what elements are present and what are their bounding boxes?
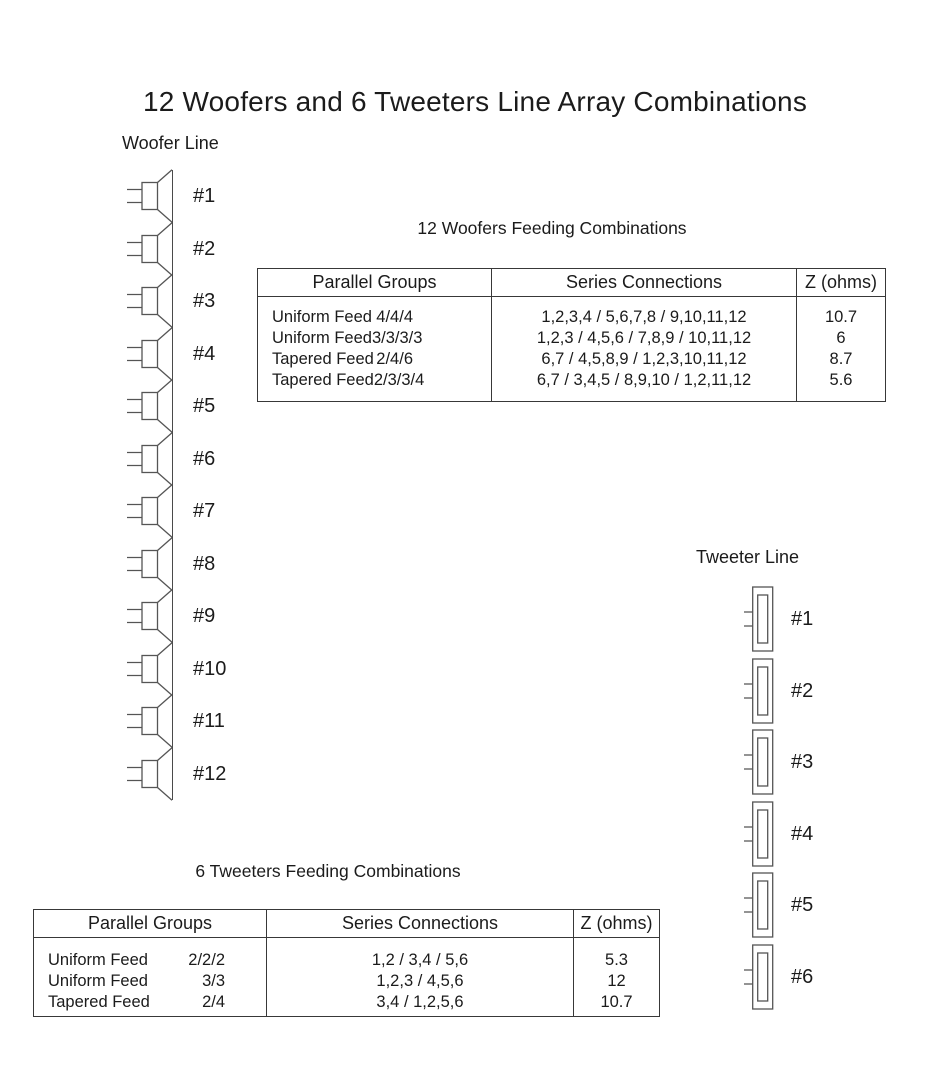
parallel-group-row: [258, 328, 491, 349]
group-split: 2/3/3/4: [373, 370, 425, 389]
woofer-line-label: Woofer Line: [122, 133, 219, 153]
woofer-label: #12: [193, 762, 227, 785]
tweeter-label: #2: [791, 679, 814, 702]
tweeter-speaker-icon: [743, 585, 774, 653]
impedance-value: 10.7: [600, 993, 633, 1011]
woofer-label: #3: [193, 290, 216, 312]
group-split: 4/4/4: [376, 307, 413, 326]
header-series-connections: Series Connections: [491, 269, 796, 296]
woofer-speaker-icon: [126, 379, 173, 433]
tweeter-table: [33, 909, 660, 1017]
feed-type: Uniform Feed: [272, 307, 372, 326]
woofer-speaker-icon: [126, 747, 173, 801]
parallel-group-row: [258, 307, 491, 328]
header-parallel-groups: Parallel Groups: [312, 272, 437, 292]
woofer-label: #8: [193, 552, 216, 575]
feed-type: Tapered Feed: [48, 993, 150, 1011]
woofer-label: #10: [193, 657, 227, 680]
group-split: 3/3: [202, 972, 225, 990]
parallel-group-row: [34, 950, 266, 971]
tweeter-impedance-column: [573, 938, 659, 1016]
series-connections-value: 1,2 / 3,4 / 5,6: [371, 951, 469, 969]
feed-type: Uniform Feed: [48, 951, 148, 969]
tweeter-speaker-icon: [743, 728, 774, 796]
series-connections-value: 1,2,3 / 4,5,6 / 7,8,9 / 10,11,12: [536, 328, 752, 347]
parallel-group-row: [34, 992, 266, 1013]
tweeter-speaker-icon: [743, 871, 774, 939]
woofer-speaker-icon: [126, 327, 173, 381]
feed-type: Tapered Feed: [272, 370, 374, 389]
woofer-speaker-icon: [126, 537, 173, 591]
woofer-label: #11: [193, 710, 225, 732]
woofer-table-body: [258, 297, 885, 401]
parallel-group-row: [258, 349, 491, 370]
woofer-label: #5: [193, 395, 216, 417]
woofer-speaker-icon: [126, 694, 173, 748]
woofer-label: #7: [193, 500, 216, 522]
tweeter-line-label: Tweeter Line: [696, 547, 800, 567]
impedance-value: 12: [607, 972, 626, 990]
header-z-ohms: Z (ohms): [573, 910, 659, 937]
woofer-impedance-column: [796, 297, 885, 401]
tweeter-parallel-groups-column: [34, 938, 266, 1016]
tweeter-table-title: 6 Tweeters Feeding Combinations: [195, 861, 461, 881]
tweeter-series-column: [266, 938, 573, 1016]
impedance-value: 8.7: [829, 349, 853, 368]
woofer-speaker-icon: [126, 484, 173, 538]
tweeter-label: #1: [791, 608, 814, 630]
woofer-speaker-icon: [126, 222, 173, 276]
tweeter-table-body: [34, 938, 659, 1016]
tweeter-label: #5: [791, 894, 814, 916]
tweeter-label: #6: [791, 965, 814, 988]
series-connections-value: 1,2,3,4 / 5,6,7,8 / 9,10,11,12: [541, 307, 747, 326]
woofer-series-column: [491, 297, 796, 401]
woofer-label: #4: [193, 342, 216, 365]
impedance-value: 5.3: [605, 951, 628, 969]
woofer-speaker-icon: [126, 589, 173, 643]
feed-type: Uniform Feed: [272, 328, 372, 347]
woofer-parallel-groups-column: [258, 297, 491, 401]
woofer-table-header: [258, 269, 885, 297]
woofer-table-title: 12 Woofers Feeding Combinations: [417, 218, 687, 238]
tweeter-speaker-icon: [743, 657, 774, 725]
tweeter-table-header: [34, 910, 659, 938]
header-series-connections: Series Connections: [266, 910, 573, 937]
feed-type: Uniform Feed: [48, 972, 148, 990]
woofer-speaker-icon: [126, 642, 173, 696]
impedance-value: 6: [836, 328, 846, 347]
woofer-label: #9: [193, 605, 216, 627]
woofer-label: #1: [193, 185, 216, 207]
series-connections-value: 3,4 / 1,2,5,6: [376, 993, 464, 1011]
woofer-label: #2: [193, 237, 216, 260]
parallel-group-row: [34, 971, 266, 992]
impedance-value: 10.7: [824, 307, 858, 326]
tweeter-label: #4: [791, 822, 814, 845]
tweeter-speaker-icon: [743, 943, 774, 1011]
header-z-ohms: Z (ohms): [796, 269, 885, 296]
feed-type: Tapered Feed: [272, 349, 374, 368]
woofer-speaker-icon: [126, 274, 173, 328]
group-split: 3/3/3/3: [371, 328, 423, 347]
series-connections-value: 6,7 / 4,5,8,9 / 1,2,3,10,11,12: [541, 349, 747, 368]
group-split: 2/2/2: [188, 951, 225, 969]
tweeter-speaker-icon: [743, 800, 774, 868]
woofer-table: [257, 268, 886, 402]
woofer-label: #6: [193, 447, 216, 470]
series-connections-value: 1,2,3 / 4,5,6: [376, 972, 464, 990]
group-split: 2/4: [202, 993, 225, 1011]
woofer-speaker-icon: [126, 169, 173, 223]
woofer-speaker-icon: [126, 432, 173, 486]
group-split: 2/4/6: [376, 349, 413, 368]
header-parallel-groups: Parallel Groups: [87, 913, 213, 933]
series-connections-value: 6,7 / 3,4,5 / 8,9,10 / 1,2,11,12: [536, 370, 752, 389]
parallel-group-row: [258, 370, 491, 391]
tweeter-label: #3: [791, 751, 814, 773]
page-title: 12 Woofers and 6 Tweeters Line Array Combinations: [143, 85, 808, 117]
impedance-value: 5.6: [829, 370, 853, 389]
